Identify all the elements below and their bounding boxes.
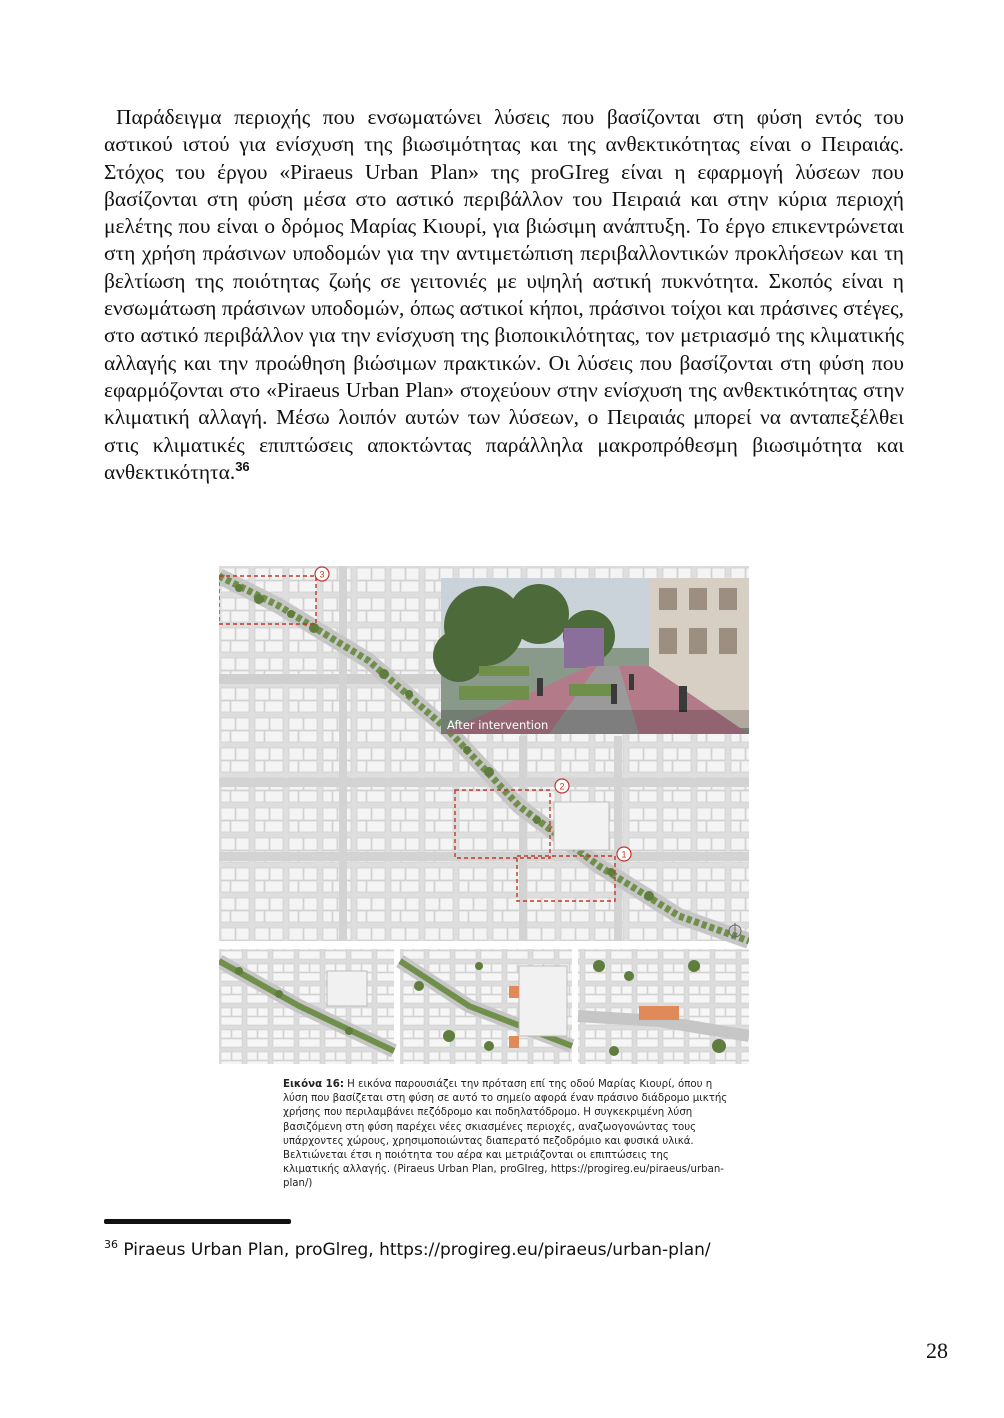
photo-label: After intervention (447, 718, 549, 732)
page-number: 28 (926, 1338, 948, 1363)
body-paragraph-text: Παράδειγμα περιοχής που ενσωματώνει λύσεις που βασίζονται στη φύση εντός του αστικού ιστού για ενίσχυση της βιωσιμότητας και της ανθεκτικότητας είναι ο Πειραιάς. Στόχος του έργου «Piraeus Urban Plan» της proGIreg είναι η εφαρμογή λύσεων που βασίζονται στη φύση μέσα στο αστικό περιβάλλον του Πειραιά και στην κύρια περιοχή μελέτης που είναι ο δρόμος Μαρίας Κιουρί, για βιώσιμη ανάπτυξη. Το έργο επικεντρώνεται στη χρήση πράσινων υποδομών για την αντιμετώπιση περιβαλλοντικών προκλήσεων και τη βελτίωση της ποιότητας ζωής σε γειτονιές με υψηλή αστική πυκνότητα. Σκοπός είναι η ενσωμάτωση πράσινων υποδομών, όπως αστικοί κήποι, πράσινοι τοίχοι και πράσινες στέγες, στο αστικό περιβάλλον για την ενίσχυση της βιοποικιλότητας, τον μετριασμό της κλιματικής αλλαγής και την προώθηση βιώσιμων πρακτικών. Οι λύσεις που βασίζονται στη φύση που εφαρμόζονται στο «Piraeus Urban Plan» στοχεύουν στην ενίσχυση της ανθεκτικότητας στην κλιματική αλλαγή. Μέσω λοιπόν αυτών των λύσεων, ο Πειραιάς μπορεί να ανταπεξέλθει στις κλιματικές επιπτώσεις αποκτώντας παράλληλα μακροπρόθεσμη βιωσιμότητα και ανθεκτικότητα. (104, 105, 904, 484)
marker-1 (617, 847, 631, 861)
detail-view-1 (219, 949, 394, 1064)
marker-3-label: 3 (319, 569, 325, 580)
footnote-text: Piraeus Urban Plan, proGlreg, https://progireg.eu/piraeus/urban-plan/ (123, 1240, 711, 1260)
footnote (104, 1240, 711, 1260)
site-plan-figure (219, 566, 749, 1064)
footnote-number: 36 (104, 1238, 118, 1251)
figure-caption (283, 1078, 728, 1192)
marker-2 (555, 779, 569, 793)
marker-1-label: 1 (621, 849, 627, 860)
detail-view-2 (400, 949, 572, 1064)
footnote-reference[interactable]: 36 (235, 458, 250, 474)
footnote-separator (104, 1219, 291, 1224)
marker-3 (315, 567, 329, 581)
marker-2-label: 2 (559, 781, 565, 792)
caption-label: Εικόνα 16: (283, 1079, 344, 1090)
after-intervention-photo (433, 578, 749, 734)
caption-text: Η εικόνα παρουσιάζει την πρόταση επί της οδού Μαρίας Κιουρί, όπου η λύση που βασίζεται στη φύση σε αυτό το σημείο αφορά έναν πράσινο διάδρομο μικτής χρήσης που περιλαμβάνει πεζόδρομο και ποδηλατόδρομο. Η συγκεκριμένη λύση βασιζόμενη στη φύση παρέχει νέες σκιασμένες περιοχές, αναζωογονώντας τους υπάρχοντες χώρους, χρησιμοποιώντας διαπερατό πεζοδρόμιο και φυσικά υλικά. Βελτιώνεται έτσι η ποιότητα του αέρα και μετριάζονται οι επιπτώσεις της κλιματικής αλλαγής. (Piraeus Urban Plan, proGIreg, https://progireg.eu/piraeus/urban-plan/) (283, 1079, 728, 1190)
body-paragraph (104, 104, 904, 486)
detail-view-3 (578, 949, 749, 1064)
